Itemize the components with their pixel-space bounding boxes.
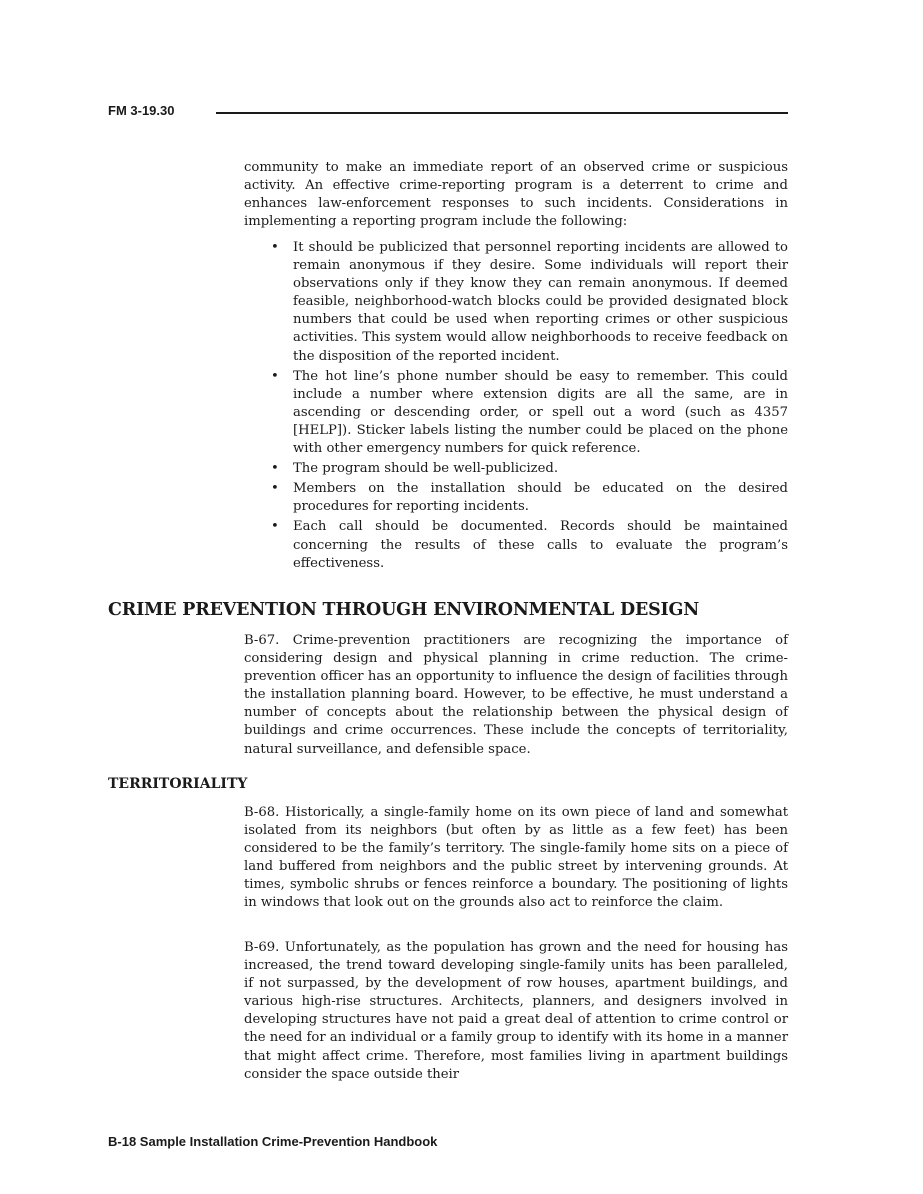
bullet-icon: •: [271, 481, 279, 497]
intro-paragraph: [244, 159, 788, 231]
paragraph-b67: [244, 632, 788, 759]
header-rule: [216, 112, 788, 114]
list-item: [268, 480, 788, 516]
paragraph-b68: [244, 804, 788, 913]
list-item-text: The hot line’s phone number should be easy to remember. This could include a number where extension digits are all the same, are in ascending or descending order, or spell out a word (such as 4357 [HELP]). Sticker labels listing the number could be placed on the phone with other emergency numbers for quick reference.: [293, 368, 788, 457]
considerations-list: [268, 239, 788, 575]
bullet-icon: •: [271, 368, 279, 384]
subsection-heading: TERRITORIALITY: [108, 776, 248, 792]
list-item-text: Members on the installation should be educated on the desired procedures for reporting incidents.: [293, 481, 788, 515]
paragraph-text: B-69. Unfortunately, as the population has grown and the need for housing has increased, the trend toward developing single-family units has been paralleled, if not surpassed, by the development of row houses, apartment buildings, and various high-rise structures. Architects, planners, and designers involved in developing structures have not paid a great deal of attention to crime control or the need for an individual or a family group to identify with its home in a manner that might affect crime. Therefore, most families living in apartment buildings consider the space outside their: [244, 940, 789, 1082]
bullet-icon: •: [271, 519, 279, 535]
list-item: [268, 368, 788, 458]
list-item: [268, 239, 788, 366]
list-item: [268, 518, 788, 572]
list-item-text: It should be publicized that personnel reporting incidents are allowed to remain anonymous if they desire. Some individuals will report their observations only if they know they can remain anonymous. If deemed feasible, neighborhood-watch blocks could be provided designated block numbers that could be used when reporting crimes or other suspicious activities. This system would allow neighborhoods to receive feedback on the disposition of the reported incident.: [293, 240, 788, 364]
paragraph-text: B-67. Crime-prevention practitioners are recognizing the importance of considering design and physical planning in crime reduction. The crime-prevention officer has an opportunity to influence the design of facilities through the installation planning board. However, to be effective, he must understand a number of concepts about the relationship between the physical design of buildings and crime occurrences. These include the concepts of territoriality, natural surveillance, and defensible space.: [244, 633, 788, 757]
intro-text: community to make an immediate report of an observed crime or suspicious activity. An effective crime-reporting program is a deterrent to crime and enhances law-enforcement responses to such incidents. Considerations in implementing a reporting program include the following:: [244, 160, 788, 230]
section-heading: CRIME PREVENTION THROUGH ENVIRONMENTAL DESIGN: [108, 600, 700, 620]
paragraph-b69: [244, 939, 788, 1084]
running-footer: B-18 Sample Installation Crime-Prevention Handbook: [108, 1134, 438, 1149]
bullet-icon: •: [271, 461, 279, 477]
running-header: FM 3-19.30: [108, 103, 175, 118]
bullet-icon: •: [271, 240, 279, 255]
list-item-text: Each call should be documented. Records should be maintained concerning the results of these calls to evaluate the program’s effectiveness.: [293, 519, 788, 571]
list-item-text: The program should be well-publicized.: [293, 461, 559, 477]
paragraph-text: B-68. Historically, a single-family home on its own piece of land and somewhat isolated from its neighbors (but often by as little as a few feet) has been considered to be the family’s territory. The single-family home sits on a piece of land buffered from neighbors and the public street by intervening grounds. At times, symbolic shrubs or fences reinforce a boundary. The positioning of lights in windows that look out on the grounds also act to reinforce the claim.: [244, 805, 788, 911]
list-item: [268, 460, 788, 478]
